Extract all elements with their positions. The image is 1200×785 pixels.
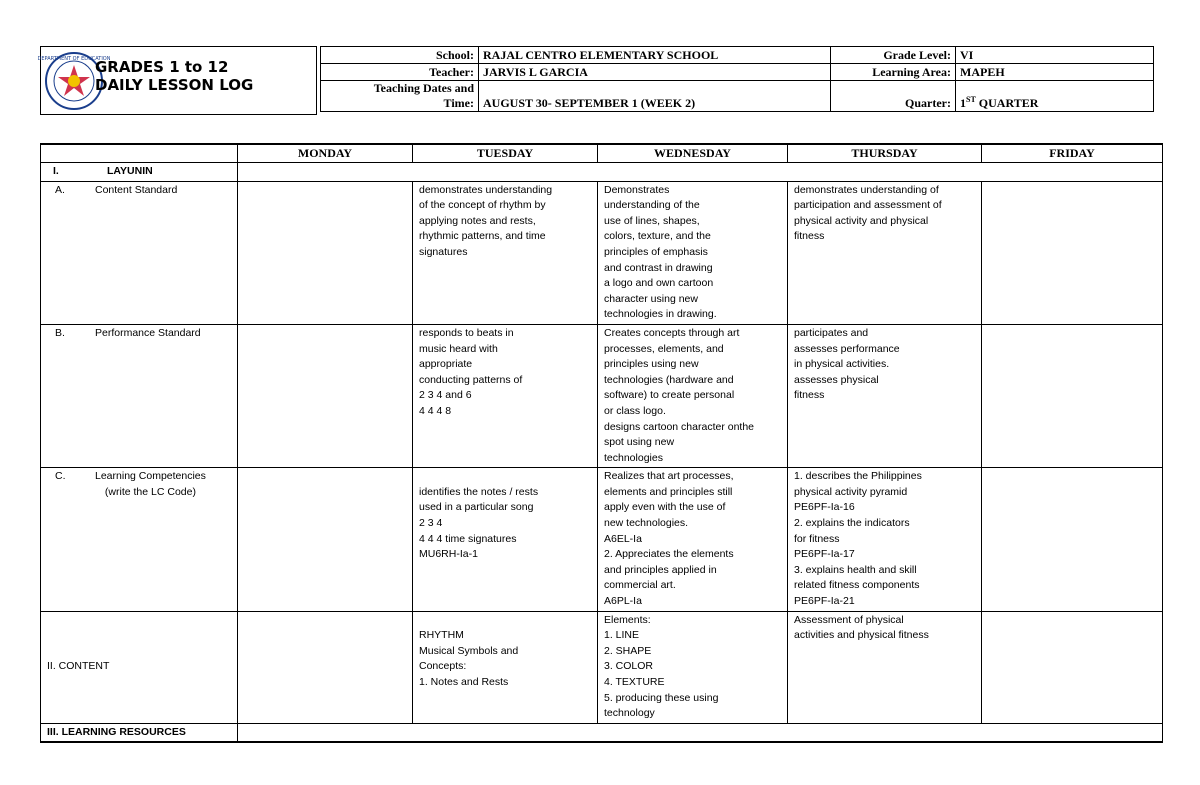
competencies-label: [41, 468, 238, 611]
layunin-text: LAYUNIN: [107, 165, 153, 177]
content-monday: [238, 611, 413, 723]
content-friday: [982, 611, 1163, 723]
layunin-span-cell: [238, 163, 1163, 182]
content-thursday: Assessment of physical activities and physical fitness: [788, 611, 982, 723]
resources-row: [41, 723, 1163, 742]
performance-standard-text: Performance Standard: [95, 326, 201, 339]
grade-value: VI: [956, 47, 1154, 64]
performance-standard-monday: [238, 324, 413, 467]
dates-label-line-2: Time:: [443, 96, 474, 110]
performance-standard-row: [41, 324, 1163, 467]
area-value: MAPEH: [956, 64, 1154, 81]
competencies-num: C.: [55, 470, 66, 483]
content-standard-friday: [982, 181, 1163, 324]
page-title: [95, 58, 253, 94]
competencies-row: [41, 468, 1163, 611]
layunin-label: [41, 163, 238, 182]
corner-cell: [41, 144, 238, 163]
day-header-thursday: THURSDAY: [788, 144, 982, 163]
competencies-tuesday: identifies the notes / rests used in a particular song 2 3 4 4 4 4 time signatures MU6RH-Ia-1: [413, 468, 598, 611]
title-line-1: GRADES 1 to 12: [95, 58, 229, 76]
content-standard-row: [41, 181, 1163, 324]
quarter-suffix: ST: [966, 95, 976, 104]
title-line-2: DAILY LESSON LOG: [95, 76, 254, 94]
content-standard-text: Content Standard: [95, 183, 178, 196]
competencies-text: Learning Competencies (write the LC Code): [95, 470, 206, 498]
teacher-value: JARVIS L GARCIA: [479, 64, 831, 81]
day-header-tuesday: TUESDAY: [413, 144, 598, 163]
content-standard-monday: [238, 181, 413, 324]
day-header-wednesday: WEDNESDAY: [598, 144, 788, 163]
resources-label: III. LEARNING RESOURCES: [41, 723, 238, 742]
quarter-number: 1: [960, 96, 966, 110]
teacher-label: Teacher:: [321, 64, 479, 81]
performance-standard-thursday: participates and assesses performance in physical activities. assesses physical fitness: [788, 324, 982, 467]
competencies-thursday: 1. describes the Philippines physical activity pyramid PE6PF-Ia-16 2. explains the indicators for fitness PE6PF-Ia-17 3. explains health and skill related fitness components PE6PF-Ia-21: [788, 468, 982, 611]
quarter-label: Quarter:: [831, 81, 956, 112]
quarter-text: QUARTER: [975, 96, 1039, 110]
competencies-monday: [238, 468, 413, 611]
performance-standard-label: [41, 324, 238, 467]
resources-span-cell: [238, 723, 1163, 742]
content-standard-label: [41, 181, 238, 324]
lesson-log-table: [40, 143, 1163, 743]
grade-label: Grade Level:: [831, 47, 956, 64]
performance-standard-friday: [982, 324, 1163, 467]
day-header-friday: FRIDAY: [982, 144, 1163, 163]
performance-standard-wednesday: Creates concepts through art processes, elements, and principles using new technologies (hardware and software) to create personal or class logo. designs cartoon character onthe spot using new technologies: [598, 324, 788, 467]
dates-label-line-1: Teaching Dates and: [373, 81, 474, 95]
day-header-monday: MONDAY: [238, 144, 413, 163]
content-row: [41, 611, 1163, 723]
school-value: RAJAL CENTRO ELEMENTARY SCHOOL: [479, 47, 831, 64]
performance-standard-num: B.: [55, 326, 65, 339]
layunin-num: I.: [53, 165, 59, 177]
header-box: [37, 46, 317, 115]
dates-label: [321, 81, 479, 112]
performance-standard-tuesday: responds to beats in music heard with appropriate conducting patterns of 2 3 4 and 6 4 4 4 8: [413, 324, 598, 467]
content-standard-num: A.: [55, 183, 65, 196]
content-tuesday: RHYTHM Musical Symbols and Concepts: 1. Notes and Rests: [413, 611, 598, 723]
school-label: School:: [321, 47, 479, 64]
info-table: [320, 46, 1154, 112]
dates-value: AUGUST 30- SEPTEMBER 1 (WEEK 2): [479, 81, 831, 112]
content-standard-wednesday: Demonstrates understanding of the use of lines, shapes, colors, texture, and the principles of emphasis and contrast in drawing a logo and own cartoon character using new technologies in drawing.: [598, 181, 788, 324]
competencies-wednesday: Realizes that art processes, elements and principles still apply even with the use of new technologies. A6EL-Ia 2. Appreciates the elements and principles applied in commercial art. A6PL-Ia: [598, 468, 788, 611]
seal-text: DEPARTMENT OF EDUCATION: [37, 56, 111, 62]
area-label: Learning Area:: [831, 64, 956, 81]
layunin-row: [41, 163, 1163, 182]
content-wednesday: Elements: 1. LINE 2. SHAPE 3. COLOR 4. TEXTURE 5. producing these using technology: [598, 611, 788, 723]
content-label: II. CONTENT: [41, 611, 238, 723]
content-standard-thursday: demonstrates understanding of participation and assessment of physical activity and physical fitness: [788, 181, 982, 324]
day-header-row: [41, 144, 1163, 163]
competencies-friday: [982, 468, 1163, 611]
content-standard-tuesday: demonstrates understanding of the concept of rhythm by applying notes and rests, rhythmic patterns, and time signatures: [413, 181, 598, 324]
quarter-value: [956, 81, 1154, 112]
